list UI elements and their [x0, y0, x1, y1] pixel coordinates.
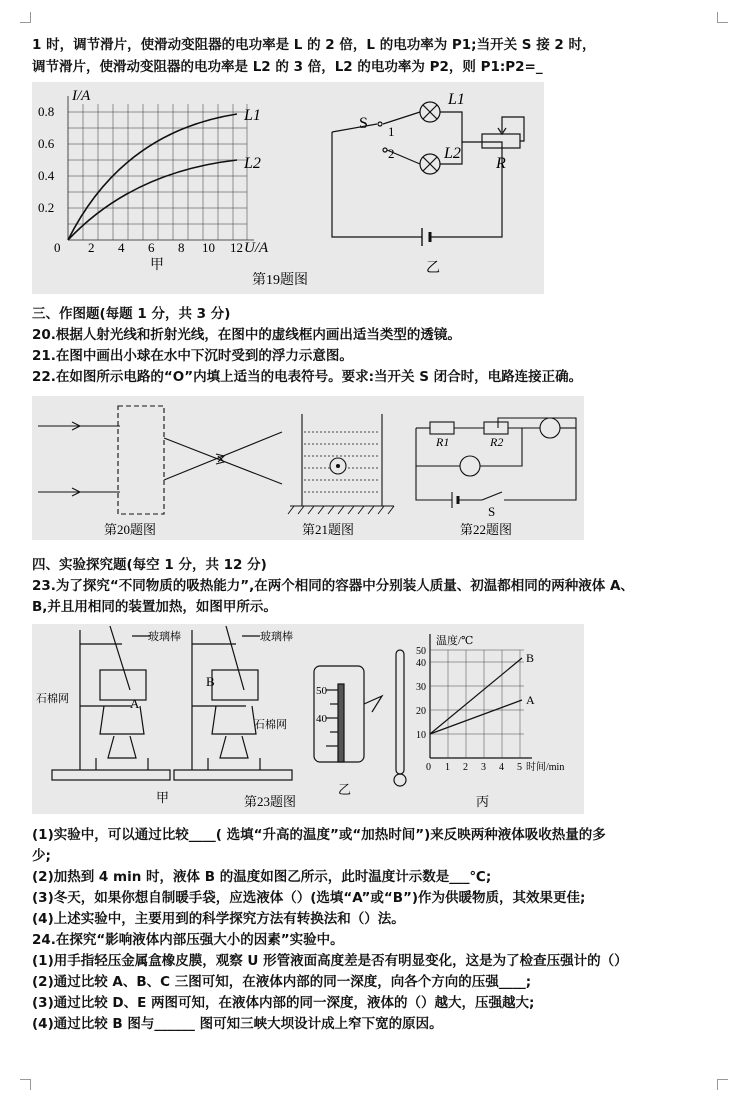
figure-text: 0.2: [38, 200, 55, 215]
question-23-4: (4)上述实验中，主要用到的科学探究方法有转换法和（）法。: [32, 911, 405, 927]
fig19-caption: 第19题图: [252, 273, 308, 288]
figure-text: 40: [416, 658, 426, 669]
question-24-3: (3)通过比较 D、E 两图可知，在液体内部的同一深度，液体的（）越大，压强越大;: [32, 995, 535, 1011]
question-23-line-2: B,并且用相同的装置加热，如图甲所示。: [32, 599, 277, 615]
figure-text: 40: [316, 713, 327, 725]
curve-l2: [68, 160, 237, 240]
figure-text: 1: [445, 762, 450, 773]
figure-text: 6: [148, 240, 155, 255]
figure-text: 4: [118, 240, 125, 255]
figure-text: 0: [426, 762, 431, 773]
figure-19: [32, 82, 544, 294]
asbestos-label-2: 石棉网: [254, 719, 287, 731]
glass-rod-label-1: 玻璃棒: [148, 631, 181, 643]
figure-text: 2: [88, 240, 95, 255]
caption-23: 第23题图: [244, 794, 297, 809]
figure-text: 50: [316, 685, 327, 697]
figure-text: 0.4: [38, 168, 55, 183]
crop-mark-top-right: [717, 12, 728, 23]
figure-text: 30: [416, 682, 426, 693]
question-24-4: (4)通过比较 B 图与______ 图可知三峡大坝设计成上窄下宽的原因。: [32, 1016, 443, 1032]
crop-mark-bottom-right: [717, 1079, 728, 1090]
figure-text: B: [206, 674, 215, 689]
line-a: [430, 700, 522, 734]
question-23-1b: 少;: [32, 848, 51, 864]
text-line-2: 调节滑片，使滑动变阻器的电功率是 L2 的 3 倍，L2 的电功率为 P2，则 P1:P2=_: [32, 59, 543, 75]
question-23-line-1: 23.为了探究“不同物质的吸热能力”,在两个相同的容器中分别装人质量、初温都相同的两种液体 A、: [32, 578, 634, 594]
label-yi-23: 乙: [338, 782, 352, 797]
lamp-l1-label: L1: [448, 91, 465, 108]
caption-22: 第22题图: [460, 522, 513, 537]
asbestos-label-1: 石棉网: [36, 693, 69, 705]
figure-text: 0.8: [38, 104, 55, 119]
section-3-heading: 三、作图题(每题 1 分，共 3 分): [32, 306, 231, 322]
chart-x-label: 时间/min: [526, 762, 565, 773]
r2-label: R2: [490, 435, 504, 449]
lamp-l2-label: L2: [444, 145, 461, 162]
figure-text: 12: [230, 240, 243, 255]
figure-text: A: [526, 693, 535, 707]
text-line-1: 1 时，调节滑片，使滑动变阻器的电功率是 L 的 2 倍，L 的电功率为 P1;当开关 S 接 2 时，: [32, 37, 596, 53]
figures-20-22: [32, 396, 584, 540]
figure-text: 4: [499, 762, 504, 773]
question-23-3: (3)冬天，如果你想自制暖手袋，应选液体（）(选填“A”或“B”)作为供暖物质，其效果更佳;: [32, 890, 586, 906]
figure-23: [32, 624, 584, 814]
label-jia-23: 甲: [156, 790, 170, 805]
question-24-1: (1)用手指轻压金属盒橡皮膜，观察 U 形管液面高度差是否有明显变化，这是为了检查压强计的（）: [32, 953, 628, 969]
label-yi: 乙: [426, 261, 440, 276]
figure-text: 50: [416, 646, 426, 657]
glass-rod-label-2: 玻璃棒: [260, 631, 293, 643]
line-b: [430, 658, 522, 734]
figure-text: B: [526, 651, 535, 665]
label-jia: 甲: [150, 258, 164, 273]
figure-text: A: [130, 696, 140, 711]
resistor-r-label: R: [496, 155, 506, 172]
switch-s-label: S: [359, 115, 368, 132]
crop-mark-top-left: [20, 12, 31, 23]
chart-y-label: 温度/℃: [436, 635, 474, 647]
caption-21: 第21题图: [302, 522, 355, 537]
figure-text: 2: [463, 762, 468, 773]
curve-l1: [68, 114, 237, 240]
section-4-heading: 四、实验探究题(每空 1 分，共 12 分): [32, 557, 267, 573]
figure-text: 10: [416, 730, 426, 741]
figure-text: 0.6: [38, 136, 55, 151]
question-23-1a: (1)实验中，可以通过比较____( 选填“升高的温度”或“加热时间”)来反映两种液体吸收热量的多: [32, 827, 606, 843]
figure-text: 2: [388, 146, 395, 161]
question-20: 20.根据人射光线和折射光线，在图中的虚线框内画出适当类型的透镜。: [32, 327, 461, 343]
figure-text: 0: [54, 240, 61, 255]
crop-mark-bottom-left: [20, 1079, 31, 1090]
question-21: 21.在图中画出小球在水中下沉时受到的浮力示意图。: [32, 348, 353, 364]
label-bing-23: 丙: [476, 794, 490, 809]
question-23-2: (2)加热到 4 min 时，液体 B 的温度如图乙所示，此时温度计示数是___℃;: [32, 869, 492, 885]
figure-text: 1: [388, 124, 395, 139]
switch-s-22: S: [488, 504, 496, 519]
figure-text: 8: [178, 240, 185, 255]
figure-text: 20: [416, 706, 426, 717]
r1-label: R1: [436, 435, 450, 449]
figure-text: 10: [202, 240, 215, 255]
figure-text: 5: [517, 762, 522, 773]
caption-20: 第20题图: [104, 522, 157, 537]
label-l2: L2: [244, 155, 261, 172]
figure-text: 3: [481, 762, 486, 773]
question-22: 22.在如图所示电路的“O”内填上适当的电表符号。要求:当开关 S 闭合时，电路连接正确。: [32, 369, 583, 385]
question-24-2: (2)通过比较 A、B、C 三图可知，在液体内部的同一深度，向各个方向的压强____;: [32, 974, 532, 990]
question-24: 24.在探究“影响液体内部压强大小的因素”实验中。: [32, 932, 344, 948]
y-axis-label: I/A: [72, 88, 91, 104]
x-axis-label: U/A: [244, 240, 269, 256]
label-l1: L1: [244, 107, 261, 124]
